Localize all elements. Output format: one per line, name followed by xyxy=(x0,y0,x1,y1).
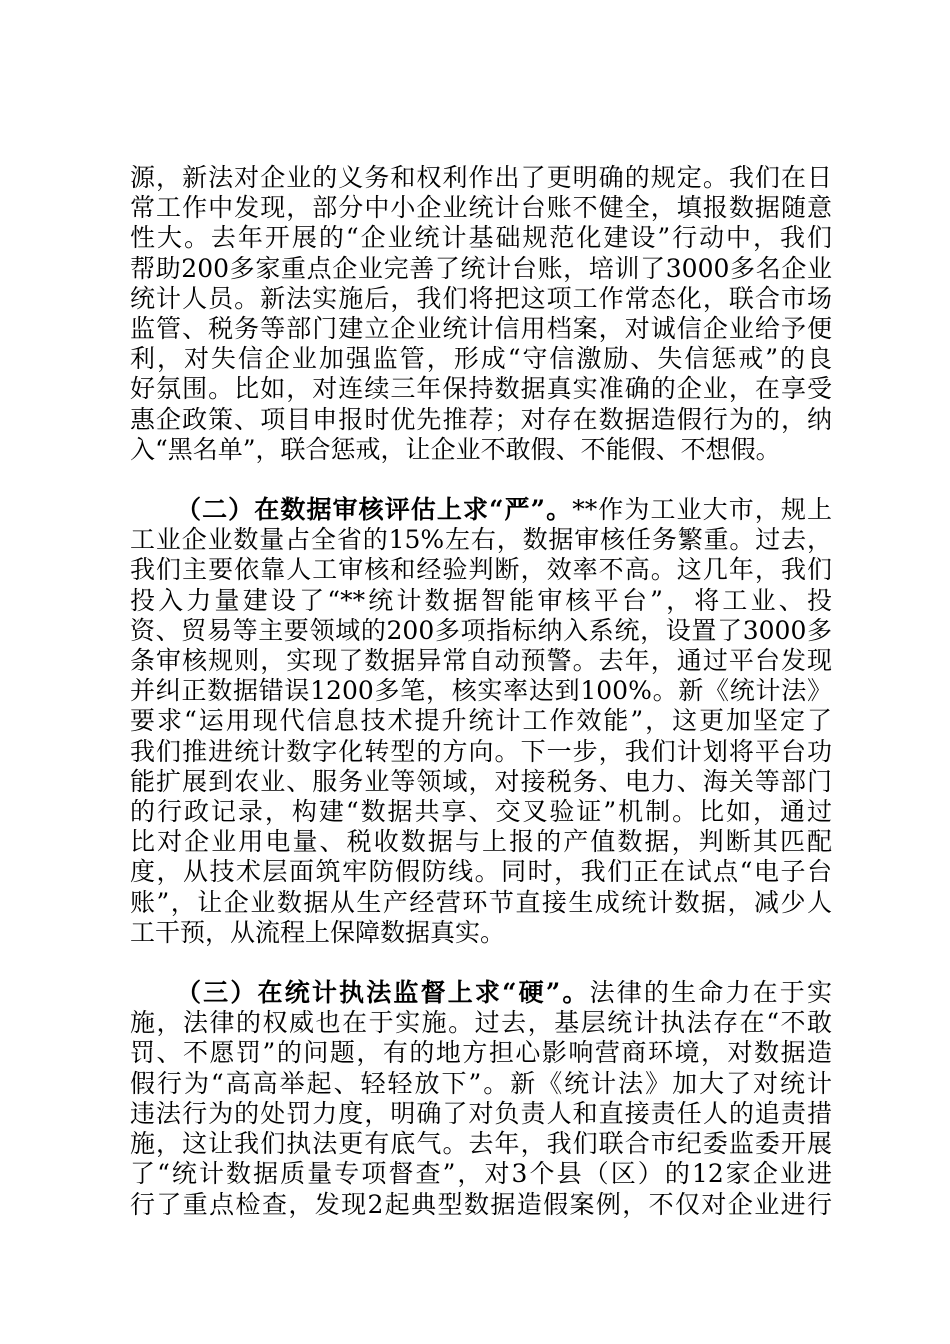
text-line: 我们主要依靠人工审核和经验判断，效率不高。这几年，我们 xyxy=(130,555,832,585)
text-line: 假行为“高高举起、轻轻放下”。新《统计法》加大了对统计 xyxy=(130,1068,832,1098)
text-line: 账”，让企业数据从生产经营环节直接生成统计数据，减少人 xyxy=(130,887,832,917)
text-line xyxy=(130,495,832,525)
text-line: 利，对失信企业加强监管，形成“守信激励、失信惩戒”的良 xyxy=(130,344,832,374)
section-heading: （三）在统计执法监督上求“硬”。 xyxy=(176,978,590,1008)
paragraph-1 xyxy=(130,163,832,465)
text-line: 惠企政策、项目申报时优先推荐；对存在数据造假行为的，纳 xyxy=(130,404,832,434)
text-line: 比对企业用电量、税收数据与上报的产值数据，判断其匹配 xyxy=(130,827,832,857)
document-body xyxy=(130,163,832,1220)
text-line: 我们推进统计数字化转型的方向。下一步，我们计划将平台功 xyxy=(130,736,832,766)
text-line: 投入力量建设了“**统计数据智能审核平台”，将工业、投 xyxy=(130,585,832,615)
text-line: 并纠正数据错误1200多笔，核实率达到100%。新《统计法》 xyxy=(130,676,832,706)
text-line: 违法行为的处罚力度，明确了对负责人和直接责任人的追责措 xyxy=(130,1098,832,1128)
text-line xyxy=(130,978,832,1008)
text-line: 入“黑名单”，联合惩戒，让企业不敢假、不能假、不想假。 xyxy=(130,434,781,464)
paragraph-gap xyxy=(130,465,832,495)
paragraph-3 xyxy=(130,978,832,1220)
section-heading: （二）在数据审核评估上求“严”。 xyxy=(176,495,573,525)
text-line: 条审核规则，实现了数据异常自动预警。去年，通过平台发现 xyxy=(130,646,832,676)
text-line: 施，法律的权威也在于实施。过去，基层统计执法存在“不敢 xyxy=(130,1008,832,1038)
text-line: 的行政记录，构建“数据共享、交叉验证”机制。比如，通过 xyxy=(130,797,832,827)
heading-trailing-text: **作为工业大市，规上 xyxy=(572,495,832,525)
text-line: 能扩展到农业、服务业等领域，对接税务、电力、海关等部门 xyxy=(130,766,832,796)
heading-trailing-text: 法律的生命力在于实 xyxy=(589,978,832,1008)
text-line: 要求“运用现代信息技术提升统计工作效能”，这更加坚定了 xyxy=(130,706,832,736)
text-line: 工业企业数量占全省的15%左右，数据审核任务繁重。过去， xyxy=(130,525,832,555)
text-line: 常工作中发现，部分中小企业统计台账不健全，填报数据随意 xyxy=(130,193,832,223)
text-line: 罚、不愿罚”的问题，有的地方担心影响营商环境，对数据造 xyxy=(130,1038,832,1068)
paragraph-2 xyxy=(130,495,832,948)
text-line: 施，这让我们执法更有底气。去年，我们联合市纪委监委开展 xyxy=(130,1129,832,1159)
text-line: 度，从技术层面筑牢防假防线。同时，我们正在试点“电子台 xyxy=(130,857,832,887)
text-line: 监管、税务等部门建立企业统计信用档案，对诚信企业给予便 xyxy=(130,314,832,344)
text-line: 资、贸易等主要领域的200多项指标纳入系统，设置了3000多 xyxy=(130,615,832,645)
text-line: 行了重点检查，发现2起典型数据造假案例，不仅对企业进行 xyxy=(130,1189,832,1219)
text-line: 好氛围。比如，对连续三年保持数据真实准确的企业，在享受 xyxy=(130,374,832,404)
text-line: 帮助200多家重点企业完善了统计台账，培训了3000多名企业 xyxy=(130,253,832,283)
text-line: 源，新法对企业的义务和权利作出了更明确的规定。我们在日 xyxy=(130,163,832,192)
paragraph-gap xyxy=(130,948,832,978)
text-line: 工干预，从流程上保障数据真实。 xyxy=(130,917,506,947)
text-line: 了“统计数据质量专项督查”，对3个县（区）的12家企业进 xyxy=(130,1159,832,1189)
text-line: 性大。去年开展的“企业统计基础规范化建设”行动中，我们 xyxy=(130,223,832,253)
text-line: 统计人员。新法实施后，我们将把这项工作常态化，联合市场 xyxy=(130,283,832,313)
